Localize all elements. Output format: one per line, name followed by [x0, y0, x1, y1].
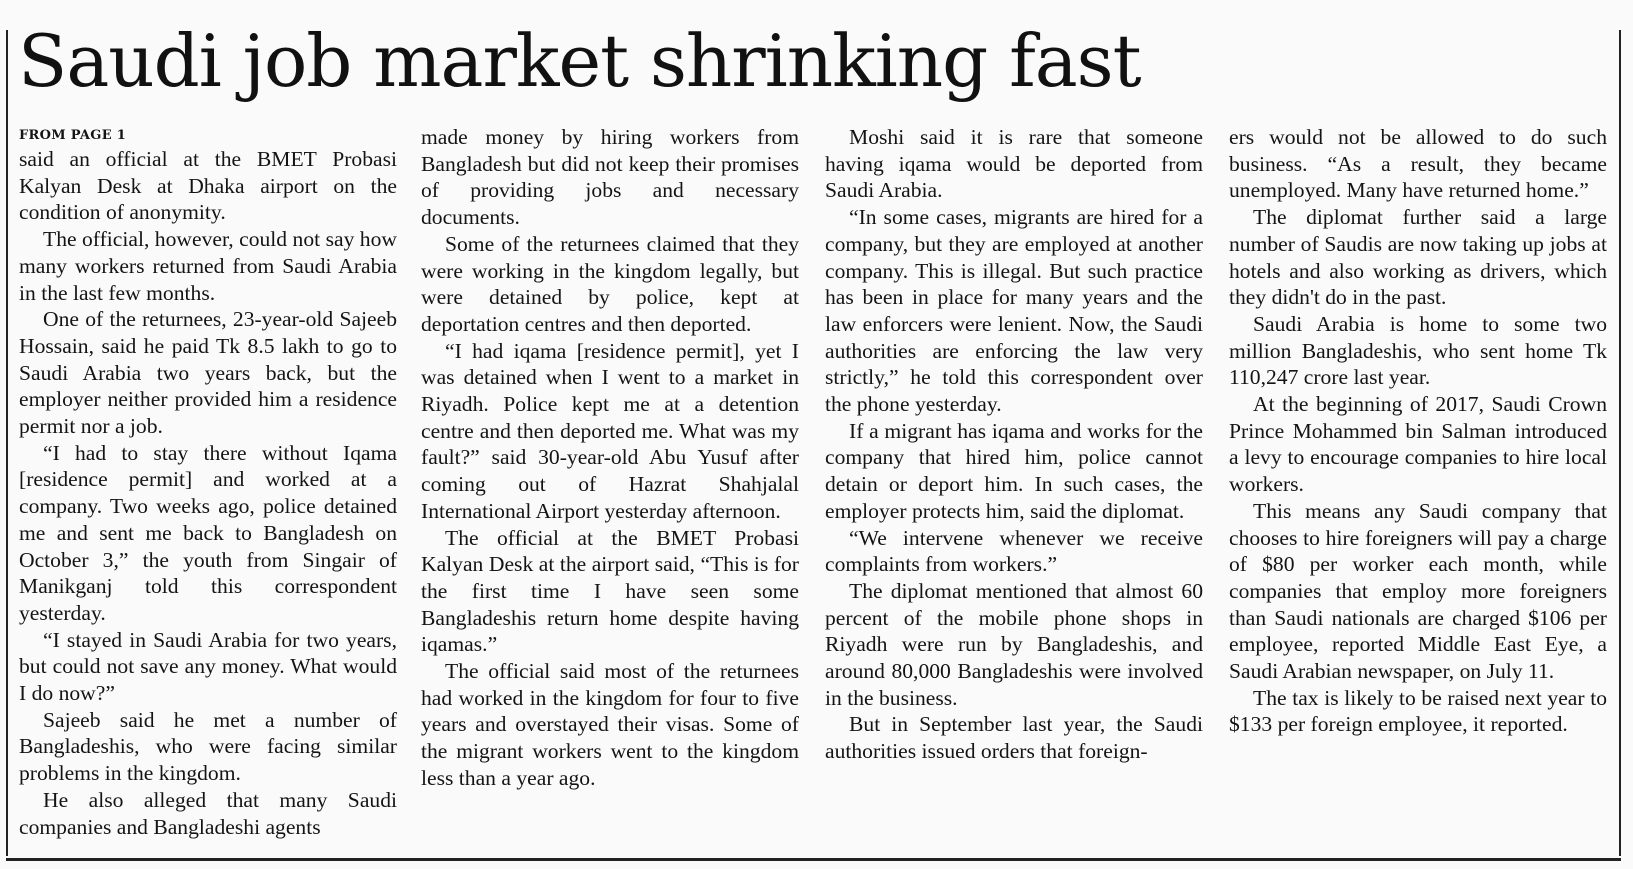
paragraph: The official at the BMET Probasi Kalyan Desk at the airport said, “This is for the first time I have seen some Bangladeshis return home despite having iqamas.”	[421, 525, 799, 657]
right-column-rule	[1619, 30, 1621, 856]
paragraph: The diplomat further said a large number of Saudis are now taking up jobs at hotels and also working as drivers, which they didn't do in the past.	[1229, 205, 1607, 310]
paragraph: This means any Saudi company that chooses to hire foreigners will pay a charge of $80 per worker each month, while companies that employ more foreigners than Saudi nationals are charged $106 per employee, reported Middle East Eye, a Saudi Arabian newspaper, on July 11.	[1229, 498, 1607, 684]
paragraph: The official, however, could not say how many workers returned from Saudi Arabia in the last few months.	[19, 227, 397, 305]
paragraph: “I had iqama [residence permit], yet I was detained when I went to a market in Riyadh. Police kept me at a detention centre and then deported me. What was my fault?” said 30-year-old Abu Yusuf after coming out of Hazrat Shahjalal International Airport yesterday afternoon.	[421, 338, 799, 523]
paragraph: “We intervene whenever we receive complaints from workers.”	[825, 525, 1203, 577]
bottom-rule	[6, 858, 1621, 861]
paragraph: made money by hiring workers from Bangladesh but did not keep their promises of providing jobs and necessary documents.	[421, 125, 799, 230]
paragraph: said an official at the BMET Probasi Kalyan Desk at Dhaka airport on the condition of anonymity.	[19, 147, 397, 225]
paragraph: ers would not be allowed to do such business. “As a result, they became unemployed. Many have returned home.”	[1229, 125, 1607, 203]
article-column-2	[421, 124, 799, 792]
headline: Saudi job market shrinking fast	[18, 19, 1141, 103]
paragraph: Sajeeb said he met a number of Bangladeshis, who were facing similar problems in the kingdom.	[19, 707, 397, 786]
paragraph: The diplomat mentioned that almost 60 percent of the mobile phone shops in Riyadh were run by Bangladeshis, and around 80,000 Bangladeshis were involved in the business.	[825, 578, 1203, 710]
paragraph: “I stayed in Saudi Arabia for two years, but could not save any money. What would I do now?”	[19, 627, 397, 706]
paragraph: But in September last year, the Saudi authorities issued orders that foreign-	[825, 712, 1203, 764]
paragraph: “In some cases, migrants are hired for a company, but they are employed at another company. This is illegal. But such practice has been in place for many years and the law enforcers were lenient. Now, the Saudi authorities are enforcing the law very strictly,” he told this correspondent over the phone yesterday.	[825, 205, 1203, 417]
article-column-4	[1229, 124, 1607, 738]
paragraph: One of the returnees, 23-year-old Sajeeb Hossain, said he paid Tk 8.5 lakh to go to Saudi Arabia two years back, but the employer neither provided him a residence permit nor a job.	[19, 307, 397, 439]
kicker-from-page-1: FROM PAGE 1	[19, 128, 127, 143]
paragraph: “I had to stay there without Iqama [residence permit] and worked at a company. Two weeks ago, police detained me and sent me back to Bangladesh on October 3,” the youth from Singair of Manikganj told this correspondent yesterday.	[19, 440, 397, 625]
paragraph: He also alleged that many Saudi companies and Bangladeshi agents	[19, 787, 397, 839]
paragraph: Saudi Arabia is home to some two million Bangladeshis, who sent home Tk 110,247 crore last year.	[1229, 311, 1607, 390]
paragraph: If a migrant has iqama and works for the company that hired him, police cannot detain or deport him. In such cases, the employer protects him, said the diplomat.	[825, 418, 1203, 523]
paragraph: Some of the returnees claimed that they were working in the kingdom legally, but were detained by police, kept at deportation centres and then deported.	[421, 231, 799, 336]
paragraph: The tax is likely to be raised next year to $133 per foreign employee, it reported.	[1229, 685, 1607, 737]
article-column-3	[825, 124, 1203, 765]
paragraph: Moshi said it is rare that someone having iqama would be deported from Saudi Arabia.	[825, 125, 1203, 203]
paragraph: At the beginning of 2017, Saudi Crown Prince Mohammed bin Salman introduced a levy to encourage companies to hire local workers.	[1229, 392, 1607, 497]
paragraph: The official said most of the returnees had worked in the kingdom for four to five years and overstayed their visas. Some of the migrant workers went to the kingdom less than a year ago.	[421, 659, 799, 790]
left-column-rule	[6, 30, 8, 856]
article-column-1	[19, 126, 397, 840]
